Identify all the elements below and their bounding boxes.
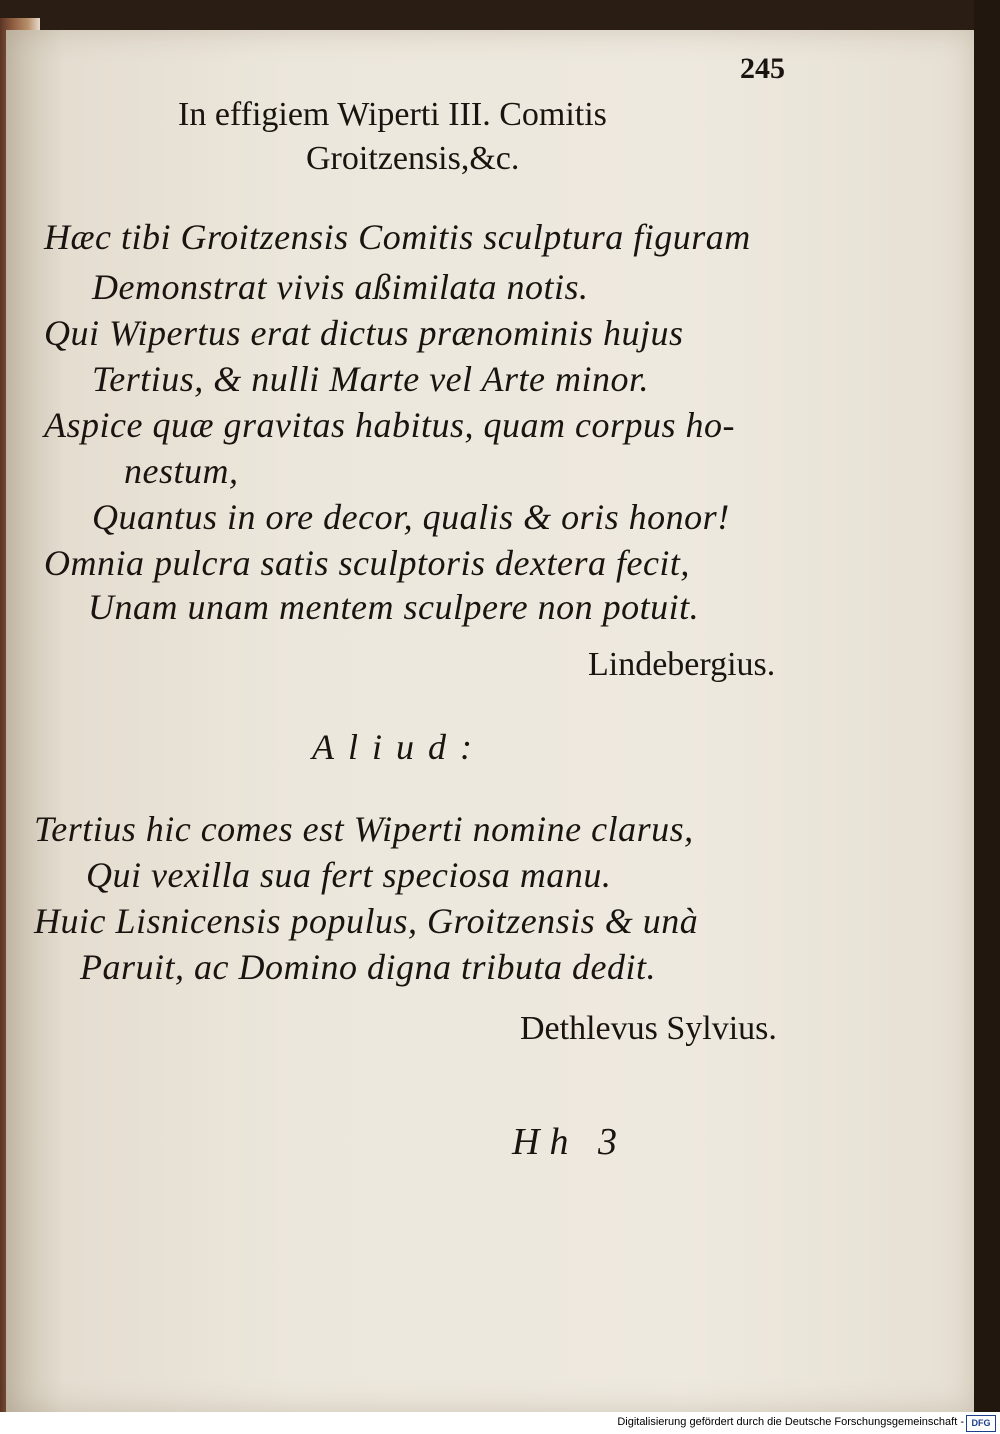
page-number: 245: [740, 52, 785, 85]
aliud-label: Aliud:: [312, 727, 486, 767]
poem1-signature: Lindebergius.: [588, 646, 776, 683]
poem1-line: Quantus in ore decor, qualis & oris honor!: [92, 497, 730, 537]
scan-dark-margin: [974, 0, 1000, 1412]
heading-line-1: In effigiem Wiperti III. Comitis: [178, 96, 607, 133]
poem1-line: Unam unam mentem sculpere non potuit.: [88, 587, 700, 627]
poem2-signature: Dethlevus Sylvius.: [520, 1010, 777, 1047]
poem1-line: Omnia pulcra satis sculptoris dextera fecit,: [44, 543, 690, 583]
poem1-line: Qui Wipertus erat dictus prænominis hujus: [44, 313, 684, 353]
poem1-line: Hæc tibi Groitzensis Comitis sculptura figuram: [44, 217, 751, 257]
poem1-line: Aspice quæ gravitas habitus, quam corpus ho-: [44, 405, 735, 445]
poem1-line: nestum,: [124, 451, 239, 491]
dfg-logo: DFG: [966, 1415, 996, 1432]
poem1-line: Tertius, & nulli Marte vel Arte minor.: [92, 359, 650, 399]
footer-credit: Digitalisierung gefördert durch die Deutsche Forschungsgemeinschaft -: [617, 1416, 964, 1428]
footer-bar: [0, 1412, 1000, 1434]
poem1-line: Demonstrat vivis aßimilata notis.: [92, 267, 589, 307]
poem2-line: Huic Lisnicensis populus, Groitzensis & unà: [34, 901, 699, 941]
poem2-line: Qui vexilla sua fert speciosa manu.: [86, 855, 612, 895]
printer-signature-mark: Hh 3: [512, 1121, 627, 1163]
poem2-line: Paruit, ac Domino digna tributa dedit.: [80, 947, 656, 987]
poem2-line: Tertius hic comes est Wiperti nomine clarus,: [34, 809, 694, 849]
heading-line-2: Groitzensis,&c.: [306, 140, 520, 177]
